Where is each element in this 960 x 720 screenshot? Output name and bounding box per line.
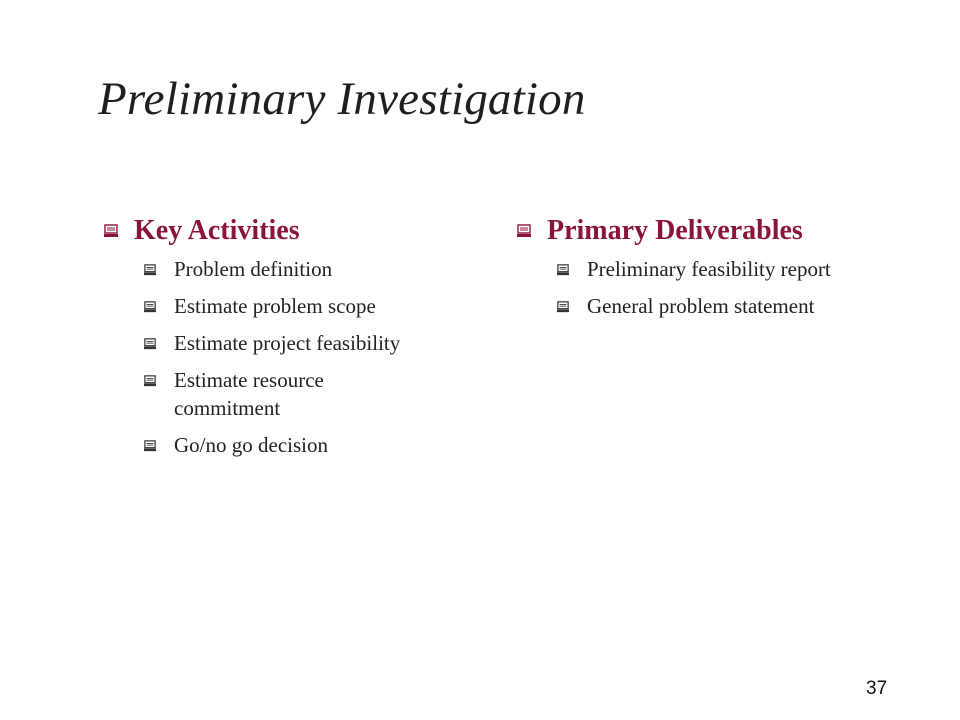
list-item-text: Estimate project feasibility (174, 331, 401, 355)
list-item (557, 292, 877, 320)
computer-icon (144, 264, 158, 278)
computer-icon (557, 264, 571, 278)
computer-icon (104, 224, 118, 238)
page-number: 37 (866, 678, 888, 699)
list-item-text: General problem statement (587, 294, 815, 318)
computer-icon (144, 440, 158, 454)
list-item (144, 292, 494, 320)
primary-deliverables-column (517, 215, 877, 329)
primary-deliverables-heading-text: Primary Deliverables (547, 215, 803, 246)
key-activities-heading (104, 215, 494, 247)
key-activities-column (104, 215, 494, 468)
computer-icon (144, 301, 158, 315)
list-item (144, 329, 494, 357)
list-item-text: Preliminary feasibility report (587, 257, 831, 281)
list-item (144, 366, 494, 422)
key-activities-heading-text: Key Activities (134, 215, 300, 246)
primary-deliverables-list (517, 255, 877, 320)
computer-icon (557, 301, 571, 315)
list-item-text: Go/no go decision (174, 433, 328, 457)
computer-icon (144, 375, 158, 389)
list-item-text: Estimate resource commitment (174, 368, 324, 420)
list-item-text: Estimate problem scope (174, 294, 376, 318)
primary-deliverables-heading (517, 215, 877, 247)
list-item (557, 255, 877, 283)
key-activities-list (104, 255, 494, 459)
list-item-text: Problem definition (174, 257, 333, 281)
slide-title: Preliminary Investigation (98, 73, 586, 125)
computer-icon (144, 338, 158, 352)
list-item (144, 255, 494, 283)
list-item (144, 431, 494, 459)
computer-icon (517, 224, 531, 238)
